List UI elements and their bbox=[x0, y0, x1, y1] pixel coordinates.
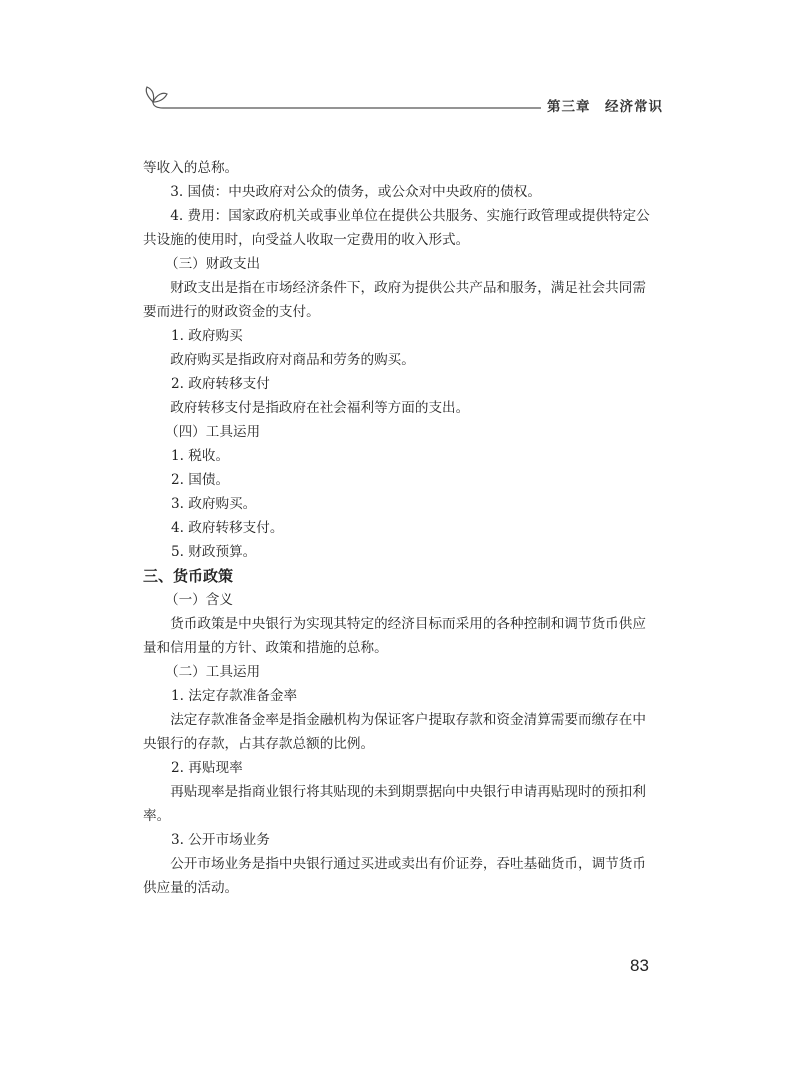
monetary-meaning-heading: （一）含义 bbox=[165, 592, 233, 608]
fiscal-tool-item: 5. 财政预算。 bbox=[171, 544, 257, 560]
expenditure-definition: 财政支出是指在市场经济条件下，政府为提供公共产品和服务，满足社会共同需要而进行的财政资金的支付。 bbox=[143, 280, 646, 320]
monetary-item-2-title: 2. 再贴现率 bbox=[171, 760, 243, 776]
fiscal-tool-item: 3. 政府购买。 bbox=[171, 496, 257, 512]
monetary-item-1-title: 1. 法定存款准备金率 bbox=[171, 688, 298, 704]
expenditure-item-1-text: 政府购买是指政府对商品和劳务的购买。 bbox=[170, 352, 415, 368]
fiscal-tool-item: 4. 政府转移支付。 bbox=[171, 520, 284, 536]
fiscal-item-3: 3. 国债：中央政府对公众的债务，或公众对中央政府的债权。 bbox=[170, 184, 541, 200]
page-header bbox=[143, 82, 663, 122]
monetary-item-3-text: 公开市场业务是指中央银行通过买进或卖出有价证券，吞吐基础货币，调节货币供应量的活动。 bbox=[143, 856, 646, 896]
continued-line: 等收入的总称。 bbox=[143, 160, 239, 176]
monetary-item-1-text: 法定存款准备金率是指金融机构为保证客户提取存款和资金清算需要而缴存在中央银行的存款，占其存款总额的比例。 bbox=[143, 712, 646, 752]
chapter-title: 第三章 经济常识 bbox=[547, 99, 663, 115]
monetary-section-title: 三、货币政策 bbox=[143, 567, 234, 585]
monetary-tools-heading: （二）工具运用 bbox=[165, 664, 261, 680]
monetary-item-2-text: 再贴现率是指商业银行将其贴现的未到期票据向中央银行申请再贴现时的预扣利率。 bbox=[143, 784, 646, 824]
expenditure-heading: （三）财政支出 bbox=[165, 256, 261, 272]
monetary-item-3-title: 3. 公开市场业务 bbox=[171, 832, 270, 848]
fiscal-tool-item: 2. 国债。 bbox=[171, 472, 230, 488]
page-body bbox=[143, 156, 658, 900]
monetary-meaning-text: 货币政策是中央银行为实现其特定的经济目标而采用的各种控制和调节货币供应量和信用量的方针、政策和措施的总称。 bbox=[143, 616, 646, 656]
page-number: 83 bbox=[630, 956, 649, 975]
expenditure-item-1-title: 1. 政府购买 bbox=[171, 328, 243, 344]
fiscal-item-4: 4. 费用：国家政府机关或事业单位在提供公共服务、实施行政管理或提供特定公共设施的使用时，向受益人收取一定费用的收入形式。 bbox=[143, 208, 650, 248]
fiscal-tool-item: 1. 税收。 bbox=[171, 448, 230, 464]
fiscal-tools-heading: （四）工具运用 bbox=[165, 424, 261, 440]
sprout-line-icon bbox=[143, 82, 543, 122]
expenditure-item-2-title: 2. 政府转移支付 bbox=[171, 376, 270, 392]
expenditure-item-2-text: 政府转移支付是指政府在社会福利等方面的支出。 bbox=[170, 400, 470, 416]
